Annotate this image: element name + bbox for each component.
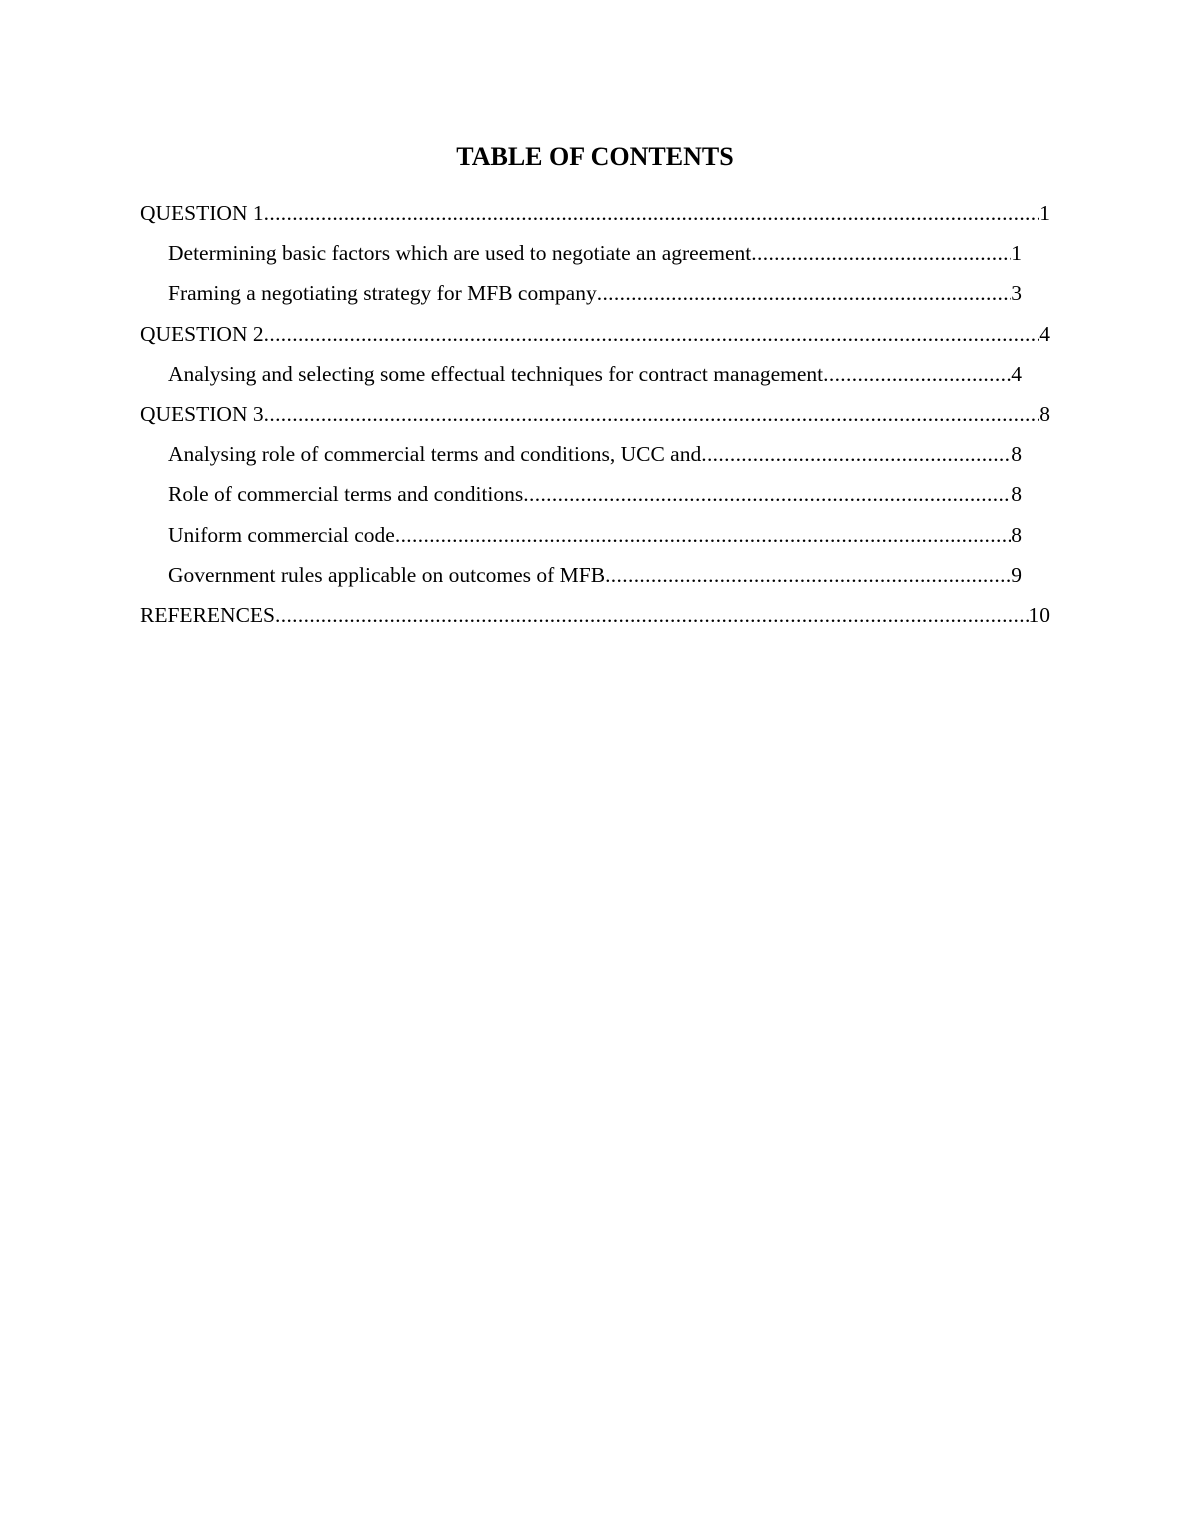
toc-entry-uniform-commercial-code[interactable] <box>140 519 1022 559</box>
toc-entry-references[interactable] <box>140 599 1050 639</box>
toc-page-number: 1 <box>1039 201 1050 225</box>
toc-dot-leader <box>395 519 1011 551</box>
toc-dot-leader <box>264 398 1040 430</box>
toc-entry-text: Government rules applicable on outcomes of MFB <box>168 562 606 587</box>
toc-dot-leader <box>275 599 1029 631</box>
toc-entry-framing-negotiating-strategy[interactable] <box>140 277 1022 317</box>
toc-entry-question-1[interactable] <box>140 197 1050 237</box>
toc-entry-text: Framing a negotiating strategy for MFB company <box>168 281 597 306</box>
toc-entry-text: Role of commercial terms and conditions <box>168 482 524 507</box>
toc-title: TABLE OF CONTENTS <box>456 142 734 171</box>
toc-page-number: 1 <box>1011 241 1022 266</box>
toc-page-number: 8 <box>1039 401 1050 426</box>
toc-page-number: 8 <box>1011 482 1022 507</box>
toc-entry-question-2[interactable] <box>140 318 1050 358</box>
toc-dot-leader <box>264 318 1040 350</box>
toc-entry-contract-management-techniques[interactable] <box>140 358 1022 398</box>
toc-entry-role-commercial-terms[interactable] <box>140 478 1022 518</box>
toc-entry-determining-basic-factors[interactable] <box>140 237 1022 277</box>
toc-page-number: 8 <box>1011 522 1022 547</box>
toc-entry-text: Analysing role of commercial terms and conditions, UCC and <box>168 442 702 467</box>
toc-dot-leader <box>701 438 1011 470</box>
toc-entry-text: QUESTION 2 <box>140 321 264 346</box>
toc-dot-leader <box>523 478 1011 510</box>
toc-page-number: 4 <box>1011 361 1022 386</box>
toc-entry-analysing-commercial-terms-ucc[interactable] <box>140 438 1022 478</box>
toc-entry-text: Determining basic factors which are used to negotiate an agreement <box>168 241 752 266</box>
toc-entry-government-rules[interactable] <box>140 559 1022 599</box>
toc-page-number: 9 <box>1011 562 1022 587</box>
toc-dot-leader <box>597 277 1012 309</box>
toc-entry-text: Analysing and selecting some effectual techniques for contract management <box>168 361 824 386</box>
toc-dot-leader <box>264 197 1040 229</box>
toc-dot-leader <box>751 237 1011 269</box>
toc-entry-text: QUESTION 3 <box>140 401 264 426</box>
toc-dot-leader <box>605 559 1011 591</box>
toc-page-number: 8 <box>1011 442 1022 467</box>
toc-entry-text: Uniform commercial code <box>168 522 395 547</box>
toc-entry-text: REFERENCES <box>140 602 275 627</box>
toc-page-number: 4 <box>1039 321 1050 346</box>
toc-page-number: 3 <box>1011 281 1022 306</box>
toc-dot-leader <box>823 358 1011 390</box>
toc-list <box>140 197 1050 639</box>
toc-entry-question-3[interactable] <box>140 398 1050 438</box>
toc-entry-text: QUESTION 1 <box>140 201 264 225</box>
toc-page-number: 10 <box>1028 602 1050 627</box>
